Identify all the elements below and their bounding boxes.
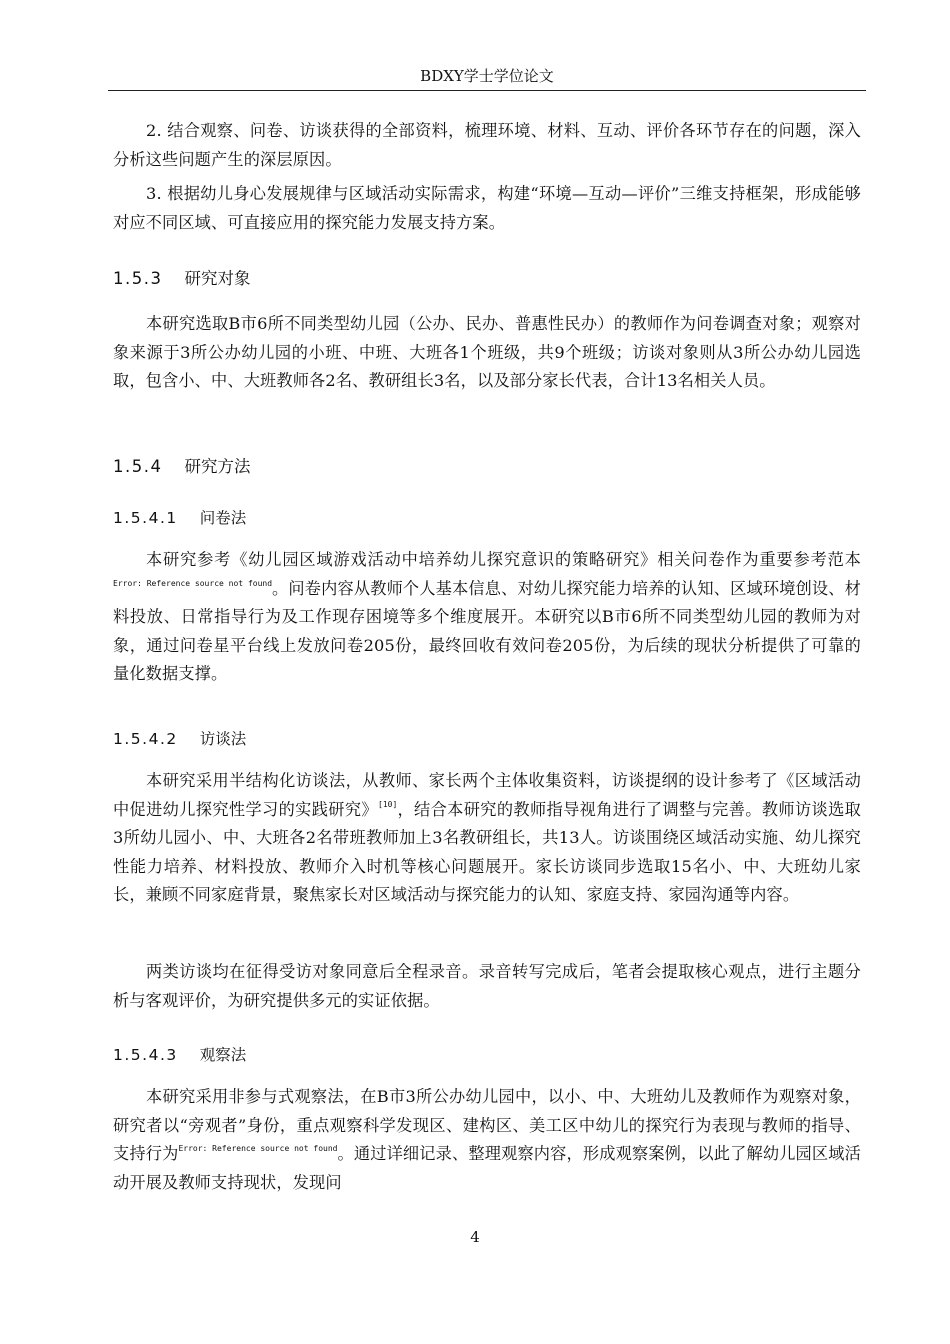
reference-error-note: Error: Reference source not found (178, 1144, 338, 1153)
reference-error-note: Error: Reference source not found (113, 578, 273, 588)
section-heading-1-5-4-1 (113, 507, 861, 529)
section-body-1-5-3: 本研究选取B市6所不同类型幼儿园（公办、民办、普惠性民办）的教师作为问卷调查对象；观察对象来源于3所公办幼儿园的小班、中班、大班各1个班级，共9个班级；访谈对象则从3所公办幼儿园选取，包含小、中、大班教师各2名、教研组长3名，以及部分家长代表，合计13名相关人员。 (113, 314, 861, 390)
body-text: 。问卷内容从教师个人基本信息、对幼儿探究能力培养的认知、区域环境创设、材料投放、日常指导行为及工作现存困境等多个维度展开。本研究以B市6所不同类型幼儿园的教师为对象，通过问卷星平台线上发放问卷205份，最终回收有效问卷205份，为后续的现状分析提供了可靠的量化数据支撑。 (113, 578, 861, 683)
body-text: 本研究采用半结构化访谈法，从教师、家长两个主体收集资料，访谈提纲的设计参考了《区域活动中促进幼儿探究性学习的实践研究》 (113, 771, 861, 819)
section-title: 观察法 (199, 1046, 247, 1064)
page-number: 4 (470, 1228, 480, 1246)
section-title: 研究方法 (184, 457, 251, 476)
section-number: 1.5.4 (113, 457, 163, 476)
section-number: 1.5.3 (113, 269, 163, 288)
section-heading-1-5-4-2 (113, 728, 861, 750)
running-header: BDXY学士学位论文 (420, 67, 554, 85)
section-number: 1.5.4.1 (113, 509, 178, 527)
section-heading-1-5-3 (113, 268, 861, 290)
section-title: 研究对象 (184, 269, 251, 288)
section-number: 1.5.4.2 (113, 730, 178, 748)
intro-item-2: 2. 结合观察、问卷、访谈获得的全部资料，梳理环境、材料、互动、评价各环节存在的问题，深入分析这些问题产生的深层原因。 (113, 121, 861, 169)
section-heading-1-5-4-3 (113, 1044, 861, 1066)
intro-item-3: 3. 根据幼儿身心发展规律与区域活动实际需求，构建“环境—互动—评价”三维支持框架，形成能够对应不同区域、可直接应用的探究能力发展支持方案。 (113, 184, 861, 232)
body-text: 本研究采用非参与式观察法，在B市3所公办幼儿园中，以小、中、大班幼儿及教师作为观察对象，研究者以“旁观者”身份，重点观察科学发现区、建构区、美工区中幼儿的探究行为表现与教师的指导、支持行为 (113, 1087, 861, 1163)
section-body-1-5-4-2-recording: 两类访谈均在征得受访对象同意后全程录音。录音转写完成后，笔者会提取核心观点，进行主题分析与客观评价，为研究提供多元的实证依据。 (113, 962, 861, 1010)
section-heading-1-5-4 (113, 456, 861, 478)
section-title: 问卷法 (199, 509, 247, 527)
section-body-1-5-4-2 (113, 767, 861, 910)
section-body-1-5-4-3 (113, 1083, 861, 1197)
section-title: 访谈法 (199, 730, 247, 748)
header-rule (108, 90, 866, 91)
section-body-1-5-4-1 (113, 546, 861, 689)
body-text: 。通过详细记录、整理观察内容，形成观察案例，以此了解幼儿园区域活动开展及教师支持现状，发现问 (113, 1144, 861, 1192)
reference-citation: [10] (378, 799, 398, 809)
body-text: 本研究参考《幼儿园区域游戏活动中培养幼儿探究意识的策略研究》相关问卷作为重要参考范本 (146, 550, 861, 569)
section-number: 1.5.4.3 (113, 1046, 178, 1064)
body-text: ，结合本研究的教师指导视角进行了调整与完善。教师访谈选取3所幼儿园小、中、大班各2名带班教师加上3名教研组长，共13人。访谈围绕区域活动实施、幼儿探究性能力培养、材料投放、教师介入时机等核心问题展开。家长访谈同步选取15名小、中、大班幼儿家长，兼顾不同家庭背景，聚焦家长对区域活动与探究能力的认知、家庭支持、家园沟通等内容。 (113, 799, 861, 904)
